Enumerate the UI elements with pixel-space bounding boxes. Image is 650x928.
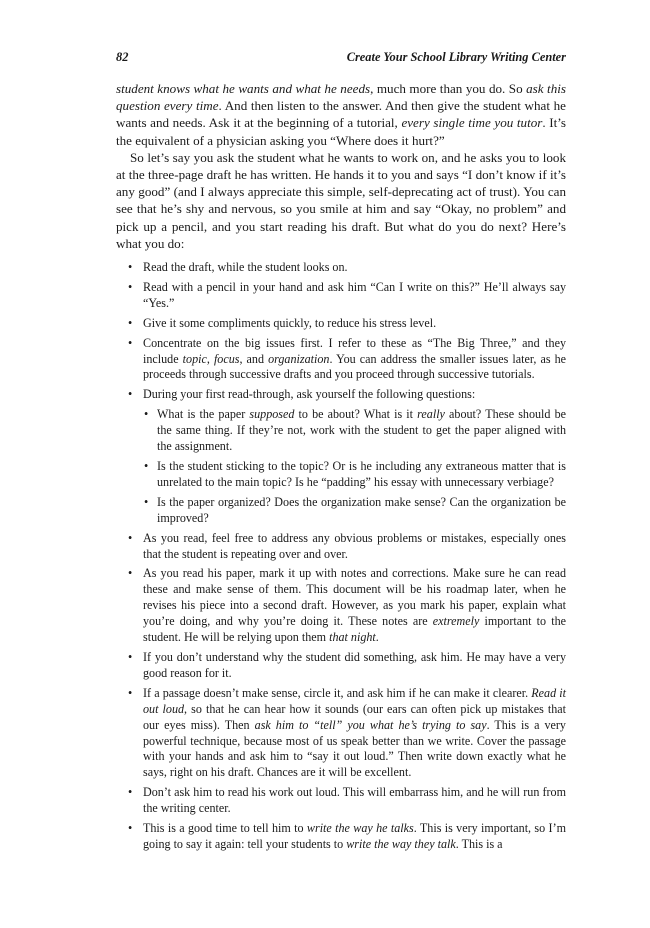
sub-bullet-item (143, 407, 566, 455)
italic-text: really (417, 407, 445, 422)
text-run: If you don’t understand why the student did something, ask him. He may have a very good reason for it. (143, 649, 566, 680)
italic-text: every single time you tutor (401, 115, 543, 131)
text-run: As you read, feel free to address any obvious problems or mistakes, especially ones that the student is repeating over and over. (143, 530, 566, 561)
bullet-item (116, 387, 566, 526)
book-page (116, 50, 566, 857)
text-run: about? These should be the same thing. If they’re not, work with the student to get the paper aligned with the assignment. (157, 407, 567, 454)
italic-text: organization (268, 351, 330, 366)
text-run: Read with a pencil in your hand and ask him “Can I write on this?” He’ll always say “Yes.” (143, 279, 566, 310)
paragraph (116, 149, 566, 252)
text-run: . This is very important, so I’m going to say it again: tell your students to (143, 821, 567, 851)
page-number: 82 (116, 50, 129, 64)
bullet-item (116, 336, 566, 384)
text-run: , much more than you do. So (370, 81, 527, 96)
running-header (116, 50, 566, 72)
body-text (116, 80, 566, 252)
text-run: This is a good time to tell him to (143, 821, 307, 836)
text-run: . This is a (455, 836, 503, 851)
text-run: If a passage doesn’t make sense, circle it, and ask him if he can make it clearer. (143, 685, 532, 700)
text-run: , (206, 351, 214, 366)
italic-text: Read it out loud (143, 685, 566, 716)
bullet-list (116, 260, 566, 853)
text-run: important to the student. He will be relying upon them (143, 614, 566, 645)
text-run: So let’s say you ask the student what he wants to work on, and he asks you to look at the three-page draft he has written. He hands it to you and says “I don’t know if it’s any good” (and I always appreciate this simple, self-deprecating act of trust). You can see that he’s shy and nervous, so you smile at him and say “Okay, no problem” and pick up a pencil, and you start reading his draft. But what do you do next? Here’s what you do: (116, 149, 566, 251)
italic-text: that night (329, 630, 376, 645)
italic-text: write the way he talks (306, 821, 414, 836)
italic-text: ask this question every time (116, 81, 566, 114)
bullet-item (116, 821, 566, 853)
bullet-item (116, 650, 566, 682)
sub-bullet-list (143, 407, 566, 526)
text-run: . You can address the smaller issues later, as he proceeds through successive drafts and you proceed through successive tutorials. (143, 351, 566, 382)
text-run: . It’s the equivalent of a physician asking you “Where does it hurt?” (116, 115, 566, 148)
bullet-item (116, 280, 566, 312)
bullet-item (116, 260, 566, 276)
text-run: Give it some compliments quickly, to reduce his stress level. (143, 315, 437, 330)
text-run: What is the paper (157, 407, 250, 422)
italic-text: ask him to “tell” you what he’s trying to say (254, 717, 487, 732)
italic-text: topic (182, 351, 207, 366)
paragraph (116, 80, 566, 149)
italic-text: supposed (249, 407, 295, 422)
text-run: to be about? What is it (294, 407, 418, 422)
text-run: Read the draft, while the student looks on. (143, 260, 348, 275)
book-title: Create Your School Library Writing Center (346, 50, 566, 64)
text-run: Concentrate on the big issues first. I refer to these as “The Big Three,” and they include (143, 335, 566, 366)
bullet-item (116, 785, 566, 817)
text-run: As you read his paper, mark it up with notes and corrections. Make sure he can read these and make sense of them. This document will be his roadmap later, when he revises his piece into a second draft. However, as you mark his paper, explain what you’re doing, and why you’re doing it. These notes are (143, 566, 566, 629)
italic-text: focus (213, 351, 240, 366)
italic-text: write the way they talk (346, 836, 456, 851)
text-run: Is the student sticking to the topic? Or is he including any extraneous matter that is unrelated to the main topic? Is he “padding” his essay with unnecessary verbiage? (157, 459, 566, 489)
italic-text: student knows what he wants and what he needs (116, 81, 371, 96)
text-run: , and (239, 351, 269, 366)
sub-bullet-item (143, 459, 566, 491)
bullet-item (116, 531, 566, 563)
text-run: , so that he can hear how it sounds (our ears can often pick up mistakes that our eyes miss). Then (143, 701, 567, 732)
text-run: . And then listen to the answer. And then give the student what he wants and needs. Ask it at the beginning of a tutorial, (116, 98, 566, 131)
text-run: . This is a very powerful technique, because most of us speak better than we write. Cover the passage with your hands and ask him to “say it out loud.” Then write down exactly what he says, right on his draft. Chances are it will be excellent. (143, 717, 566, 780)
text-run: . (375, 630, 379, 645)
bullet-item (116, 566, 566, 646)
bullet-item (116, 316, 566, 332)
sub-bullet-item (143, 495, 566, 527)
bullet-item (116, 686, 566, 781)
text-run: Is the paper organized? Does the organization make sense? Can the organization be improved? (157, 494, 566, 525)
text-run: During your first read-through, ask yourself the following questions: (143, 387, 476, 402)
italic-text: extremely (432, 614, 480, 629)
text-run: Don’t ask him to read his work out loud. This will embarrass him, and he will run from the writing center. (143, 785, 566, 816)
